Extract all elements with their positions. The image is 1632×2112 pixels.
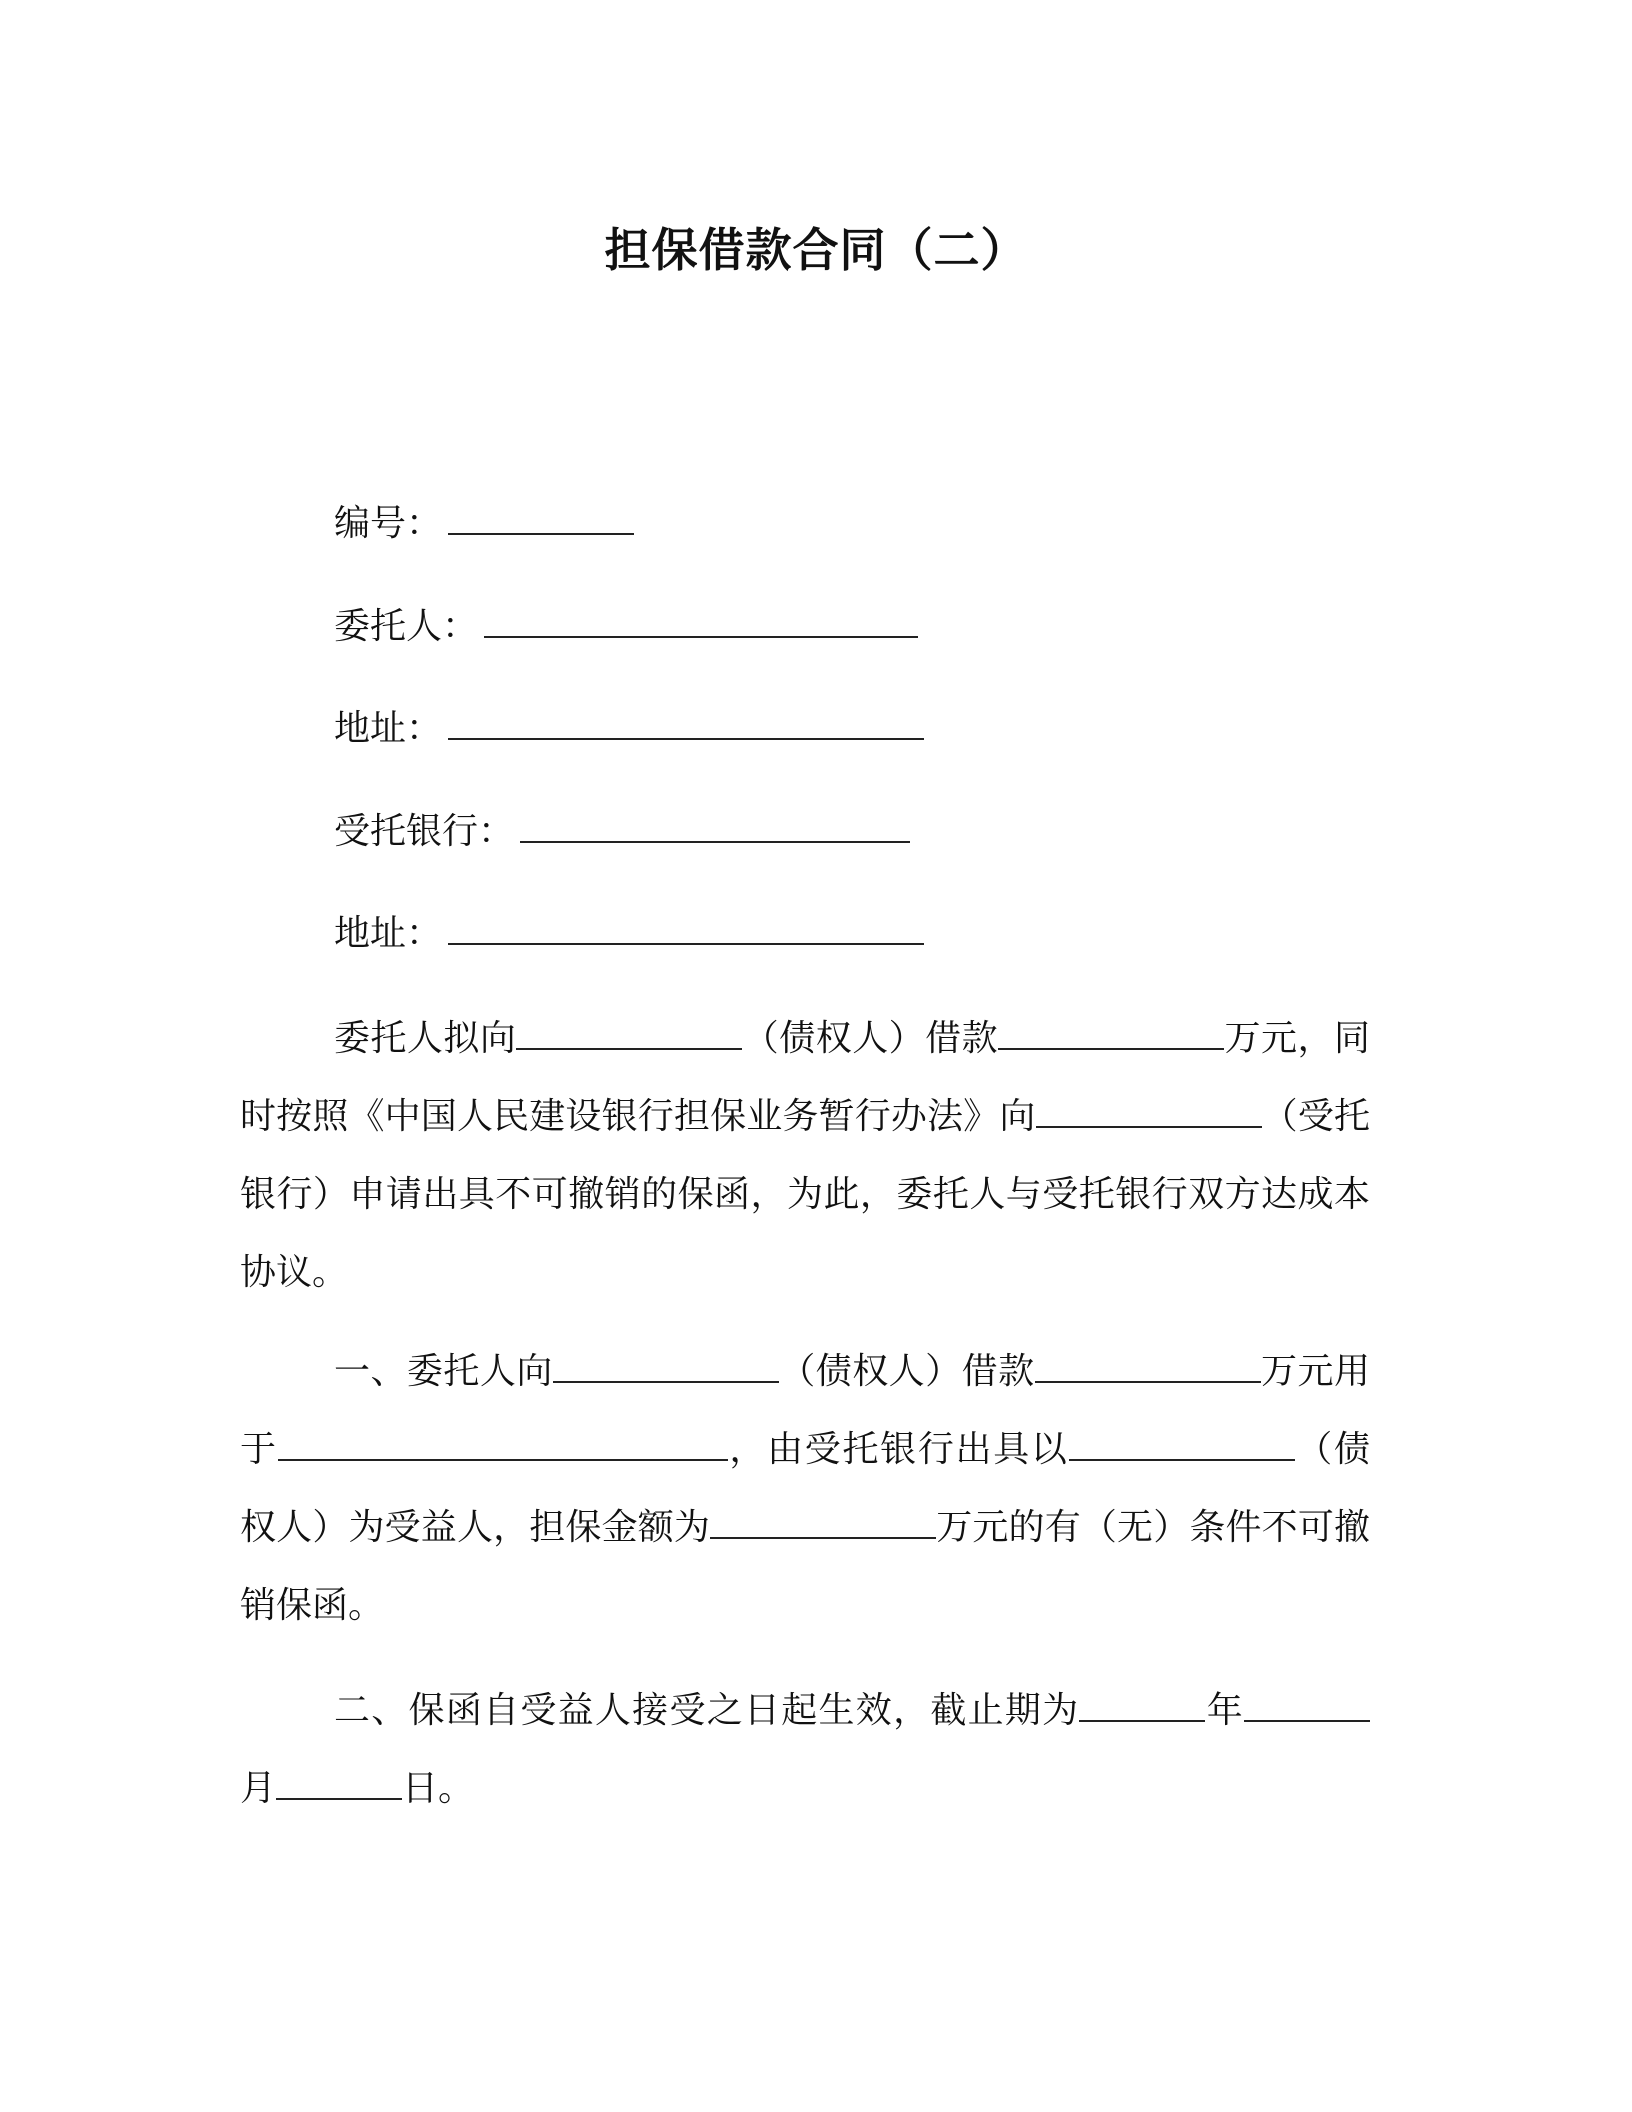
client-field — [334, 598, 918, 652]
clause-1-text-1: 一、委托人向 — [334, 1351, 553, 1392]
number-field — [334, 495, 634, 549]
clause-1-text-4: ，由受托银行出具以 — [727, 1429, 1069, 1470]
clause-1-paragraph — [240, 1333, 1370, 1645]
intro-text-4: （受托银行）申请出具不可撤销的保函，为此，委托人与受托银行双方达成本协议。 — [240, 1096, 1370, 1293]
beneficiary-blank — [1069, 1425, 1295, 1461]
clause-1-text-2: （债权人）借款 — [778, 1351, 1035, 1392]
bank-address-blank — [448, 905, 924, 945]
bank-address-label: 地址： — [334, 913, 443, 954]
clause-1-creditor-blank — [553, 1347, 779, 1383]
loan-amount-blank — [998, 1014, 1224, 1050]
clause-1-text-5: （债权人）为受益人，担保金额为 — [240, 1429, 1370, 1548]
guarantee-amount-blank — [710, 1503, 936, 1539]
clause-1-amount-blank — [1035, 1347, 1261, 1383]
clause-2-paragraph — [240, 1672, 1370, 1828]
number-blank — [448, 495, 634, 535]
client-label: 委托人： — [334, 606, 479, 647]
number-label: 编号： — [334, 503, 443, 544]
day-blank — [276, 1764, 402, 1800]
clause-2-day-label: 日。 — [402, 1768, 475, 1809]
purpose-blank — [278, 1425, 728, 1461]
intro-text-2: （债权人）借款 — [742, 1018, 999, 1059]
year-blank — [1079, 1686, 1205, 1722]
intro-text-3: 万元，同时按照《中国人民建设银行担保业务暂行办法》向 — [240, 1018, 1370, 1137]
client-address-field — [334, 700, 924, 754]
bank-label: 受托银行： — [334, 811, 515, 852]
bank-address-field — [334, 905, 924, 959]
clause-1-text-3: 万元用于 — [240, 1351, 1370, 1470]
client-address-label: 地址： — [334, 708, 443, 749]
client-blank — [484, 598, 918, 638]
clause-2-text-1: 二、保函自受益人接受之日起生效，截止期为 — [334, 1690, 1080, 1731]
clause-2-month-label: 月 — [240, 1768, 277, 1809]
intro-text-1: 委托人拟向 — [334, 1018, 517, 1059]
bank-name-blank — [1036, 1092, 1262, 1128]
document-title: 担保借款合同（二） — [604, 223, 1028, 277]
intro-paragraph — [240, 1000, 1370, 1312]
bank-blank — [520, 803, 910, 843]
clause-1-text-6: 万元的有（无）条件不可撤销保函。 — [240, 1507, 1370, 1626]
month-blank — [1244, 1686, 1370, 1722]
clause-2-year-label: 年 — [1205, 1690, 1244, 1731]
bank-field — [334, 803, 910, 857]
creditor-blank — [516, 1014, 742, 1050]
client-address-blank — [448, 700, 924, 740]
